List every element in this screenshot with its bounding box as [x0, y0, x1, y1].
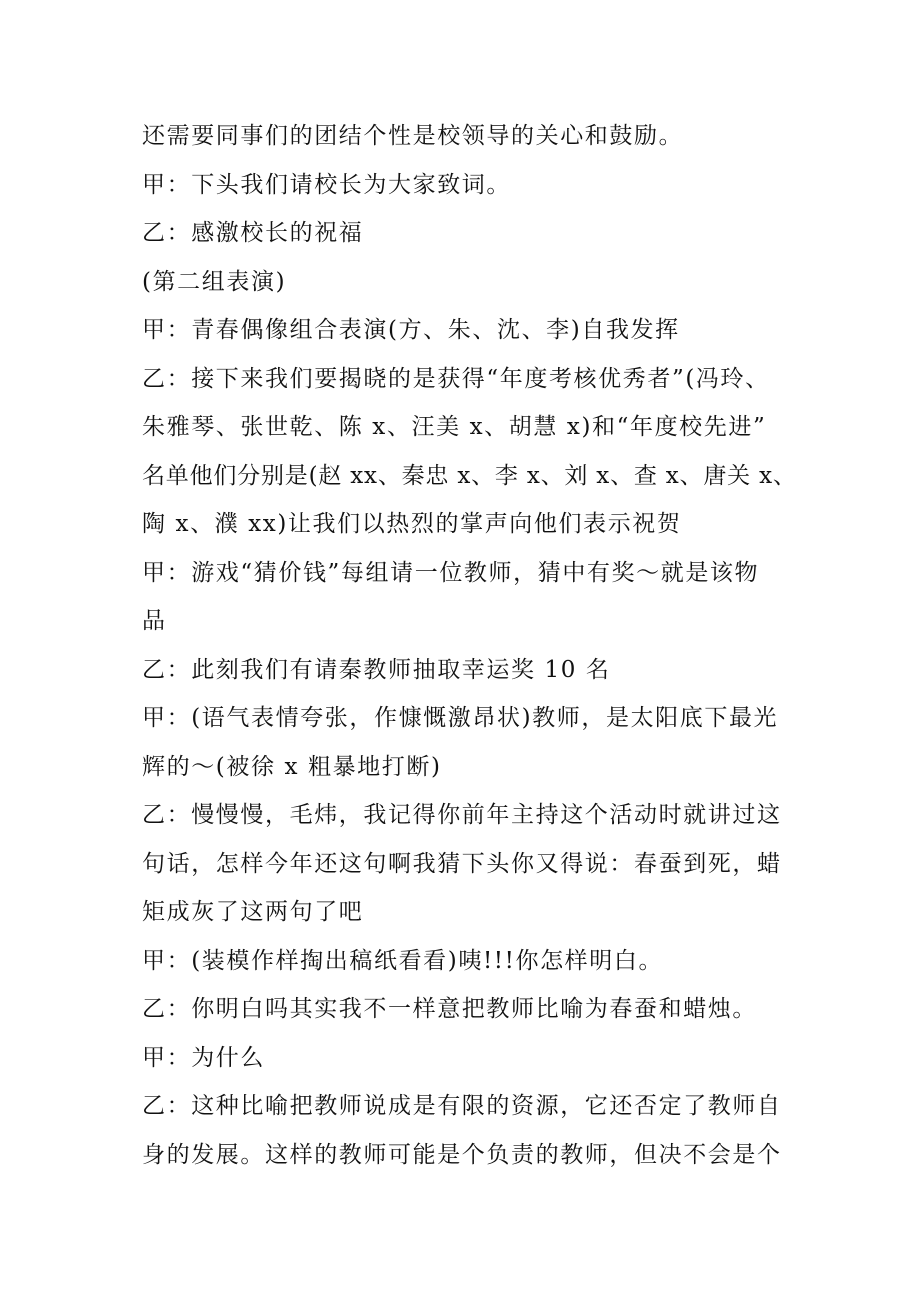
- text-line: 乙：你明白吗其实我不一样意把教师比喻为春蚕和蜡烛。: [142, 996, 757, 1022]
- text-line: 乙：接下来我们要揭晓的是获得“年度考核优秀者”(冯玲、: [142, 365, 770, 392]
- document-body: [142, 112, 802, 1179]
- text-line: 身的发展。这样的教师可能是个负责的教师，但决不会是个: [142, 1141, 782, 1168]
- text-line: 甲：(语气表情夸张，作慷慨激昂状)教师，是太阳底下最光: [142, 705, 779, 731]
- text-line: 名单他们分别是(赵 xx、秦忠 x、李 x、刘 x、查 x、唐关 x、: [142, 462, 797, 489]
- text-line: 乙：此刻我们有请秦教师抽取幸运奖 10 名: [142, 656, 611, 683]
- text-line: 句话，怎样今年还这句啊我猜下头你又得说：春蚕到死，蜡: [142, 850, 782, 877]
- text-line: 乙：感激校长的祝福: [142, 220, 364, 246]
- text-line: 品: [142, 608, 167, 634]
- text-line: 矩成灰了这两句了吧: [142, 899, 364, 925]
- text-line: (第二组表演): [142, 268, 287, 295]
- text-line: 甲：(装模作样掏出稿纸看看)咦!!!你怎样明白。: [142, 947, 664, 974]
- text-line: 乙：这种比喻把教师说成是有限的资源，它还否定了教师自: [142, 1093, 782, 1119]
- text-line: 甲：为什么: [142, 1044, 265, 1071]
- text-line: 还需要同事们的团结个性是校领导的关心和鼓励。: [142, 123, 684, 149]
- text-line: 乙：慢慢慢，毛炜，我记得你前年主持这个活动时就讲过这: [142, 802, 782, 828]
- text-line: 辉的～(被徐 x 粗暴地打断): [142, 753, 442, 780]
- text-line: 甲：青春偶像组合表演(方、朱、沈、李)自我发挥: [142, 317, 680, 343]
- text-line: 甲：下头我们请校长为大家致词。: [142, 171, 511, 198]
- text-line: 甲：游戏“猜价钱”每组请一位教师，猜中有奖～就是该物: [142, 559, 760, 586]
- text-line: 朱雅琴、张世乾、陈 x、汪美 x、胡慧 x)和“年度校先进”: [142, 414, 767, 440]
- text-line: 陶 x、濮 xx)让我们以热烈的掌声向他们表示祝贺: [142, 511, 682, 537]
